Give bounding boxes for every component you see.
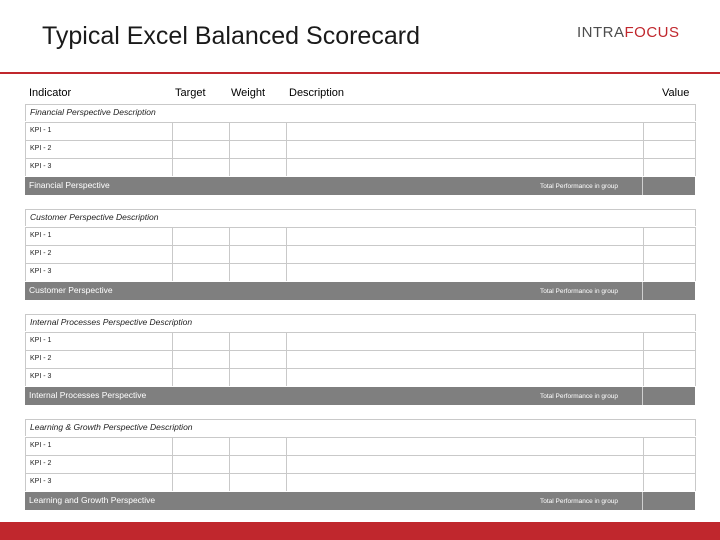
kpi-weight-cell[interactable] [230, 123, 287, 140]
kpi-row[interactable] [25, 473, 696, 491]
perspective-total-row[interactable] [25, 177, 695, 195]
kpi-description-cell[interactable] [287, 123, 644, 140]
kpi-value-cell[interactable] [644, 228, 695, 245]
kpi-label: KPI - 3 [30, 268, 52, 275]
column-header-value: Value [662, 87, 690, 99]
kpi-label: KPI - 1 [30, 337, 52, 344]
kpi-weight-cell[interactable] [230, 333, 287, 350]
perspective-section [25, 209, 695, 317]
kpi-label: KPI - 2 [30, 460, 52, 467]
kpi-row[interactable] [25, 332, 696, 350]
kpi-weight-cell[interactable] [230, 246, 287, 263]
kpi-row[interactable] [25, 140, 696, 158]
kpi-value-cell[interactable] [644, 351, 695, 368]
kpi-label: KPI - 1 [30, 127, 52, 134]
column-header-description: Description [289, 87, 345, 99]
perspective-section [25, 104, 695, 212]
perspective-total-label: Financial Perspective [29, 180, 110, 190]
perspective-total-label: Customer Perspective [29, 285, 113, 295]
kpi-target-cell[interactable] [173, 474, 230, 491]
kpi-description-cell[interactable] [287, 333, 644, 350]
perspective-description: Customer Perspective Description [30, 212, 159, 222]
kpi-weight-cell[interactable] [230, 438, 287, 455]
perspective-description-row[interactable] [25, 419, 696, 436]
total-value-cell[interactable] [642, 492, 695, 510]
total-performance-label: Total Performance in group [540, 288, 619, 295]
kpi-label: KPI - 3 [30, 478, 52, 485]
kpi-value-cell[interactable] [644, 474, 695, 491]
perspective-section [25, 419, 695, 527]
kpi-value-cell[interactable] [644, 246, 695, 263]
kpi-weight-cell[interactable] [230, 159, 287, 176]
kpi-label: KPI - 2 [30, 145, 52, 152]
kpi-value-cell[interactable] [644, 369, 695, 386]
perspective-description: Internal Processes Perspective Description [30, 317, 193, 327]
kpi-target-cell[interactable] [173, 159, 230, 176]
kpi-label: KPI - 3 [30, 163, 52, 170]
perspective-section [25, 314, 695, 422]
kpi-target-cell[interactable] [173, 123, 230, 140]
total-value-cell[interactable] [642, 387, 695, 405]
perspective-total-row[interactable] [25, 387, 695, 405]
total-value-cell[interactable] [642, 177, 695, 195]
perspective-total-label: Learning and Growth Perspective [29, 495, 156, 505]
kpi-value-cell[interactable] [644, 123, 695, 140]
page-title: Typical Excel Balanced Scorecard [42, 22, 420, 50]
intrafocus-logo [577, 24, 680, 41]
kpi-row[interactable] [25, 368, 696, 386]
kpi-row[interactable] [25, 437, 696, 455]
kpi-row[interactable] [25, 158, 696, 176]
column-header-weight: Weight [231, 87, 266, 99]
perspective-description: Financial Perspective Description [30, 107, 156, 117]
kpi-label: KPI - 1 [30, 232, 52, 239]
kpi-row[interactable] [25, 350, 696, 368]
perspective-description-row[interactable] [25, 209, 696, 226]
kpi-weight-cell[interactable] [230, 369, 287, 386]
kpi-label: KPI - 3 [30, 373, 52, 380]
kpi-description-cell[interactable] [287, 351, 644, 368]
kpi-target-cell[interactable] [173, 333, 230, 350]
kpi-weight-cell[interactable] [230, 351, 287, 368]
kpi-value-cell[interactable] [644, 333, 695, 350]
perspective-description: Learning & Growth Perspective Description [30, 422, 193, 432]
kpi-description-cell[interactable] [287, 159, 644, 176]
kpi-value-cell[interactable] [644, 456, 695, 473]
kpi-weight-cell[interactable] [230, 228, 287, 245]
kpi-value-cell[interactable] [644, 264, 695, 281]
total-performance-label: Total Performance in group [540, 183, 619, 190]
kpi-row[interactable] [25, 227, 696, 245]
kpi-target-cell[interactable] [173, 438, 230, 455]
logo-text-focus: FOCUS [624, 24, 680, 41]
kpi-target-cell[interactable] [173, 246, 230, 263]
kpi-value-cell[interactable] [644, 141, 695, 158]
kpi-weight-cell[interactable] [230, 141, 287, 158]
kpi-target-cell[interactable] [173, 141, 230, 158]
kpi-row[interactable] [25, 455, 696, 473]
kpi-target-cell[interactable] [173, 264, 230, 281]
kpi-value-cell[interactable] [644, 438, 695, 455]
kpi-label: KPI - 2 [30, 250, 52, 257]
total-performance-label: Total Performance in group [540, 498, 619, 505]
perspective-total-row[interactable] [25, 282, 695, 300]
kpi-label: KPI - 1 [30, 442, 52, 449]
kpi-description-cell[interactable] [287, 228, 644, 245]
kpi-weight-cell[interactable] [230, 264, 287, 281]
kpi-description-cell[interactable] [287, 141, 644, 158]
kpi-description-cell[interactable] [287, 438, 644, 455]
kpi-target-cell[interactable] [173, 369, 230, 386]
kpi-row[interactable] [25, 245, 696, 263]
total-value-cell[interactable] [642, 282, 695, 300]
logo-text-intra: INTRA [577, 24, 625, 41]
kpi-description-cell[interactable] [287, 456, 644, 473]
kpi-target-cell[interactable] [173, 351, 230, 368]
kpi-description-cell[interactable] [287, 369, 644, 386]
perspective-description-row[interactable] [25, 104, 696, 121]
header-divider [0, 72, 720, 74]
kpi-description-cell[interactable] [287, 474, 644, 491]
kpi-weight-cell[interactable] [230, 456, 287, 473]
kpi-row[interactable] [25, 122, 696, 140]
column-header-target: Target [175, 87, 206, 99]
kpi-label: KPI - 2 [30, 355, 52, 362]
kpi-value-cell[interactable] [644, 159, 695, 176]
column-header-indicator: Indicator [29, 87, 72, 99]
kpi-target-cell[interactable] [173, 228, 230, 245]
total-performance-label: Total Performance in group [540, 393, 619, 400]
kpi-weight-cell[interactable] [230, 474, 287, 491]
perspective-total-row[interactable] [25, 492, 695, 510]
kpi-description-cell[interactable] [287, 264, 644, 281]
perspective-total-label: Internal Processes Perspective [29, 390, 147, 400]
kpi-description-cell[interactable] [287, 246, 644, 263]
kpi-row[interactable] [25, 263, 696, 281]
kpi-target-cell[interactable] [173, 456, 230, 473]
perspective-description-row[interactable] [25, 314, 696, 331]
footer-bar [0, 522, 720, 540]
